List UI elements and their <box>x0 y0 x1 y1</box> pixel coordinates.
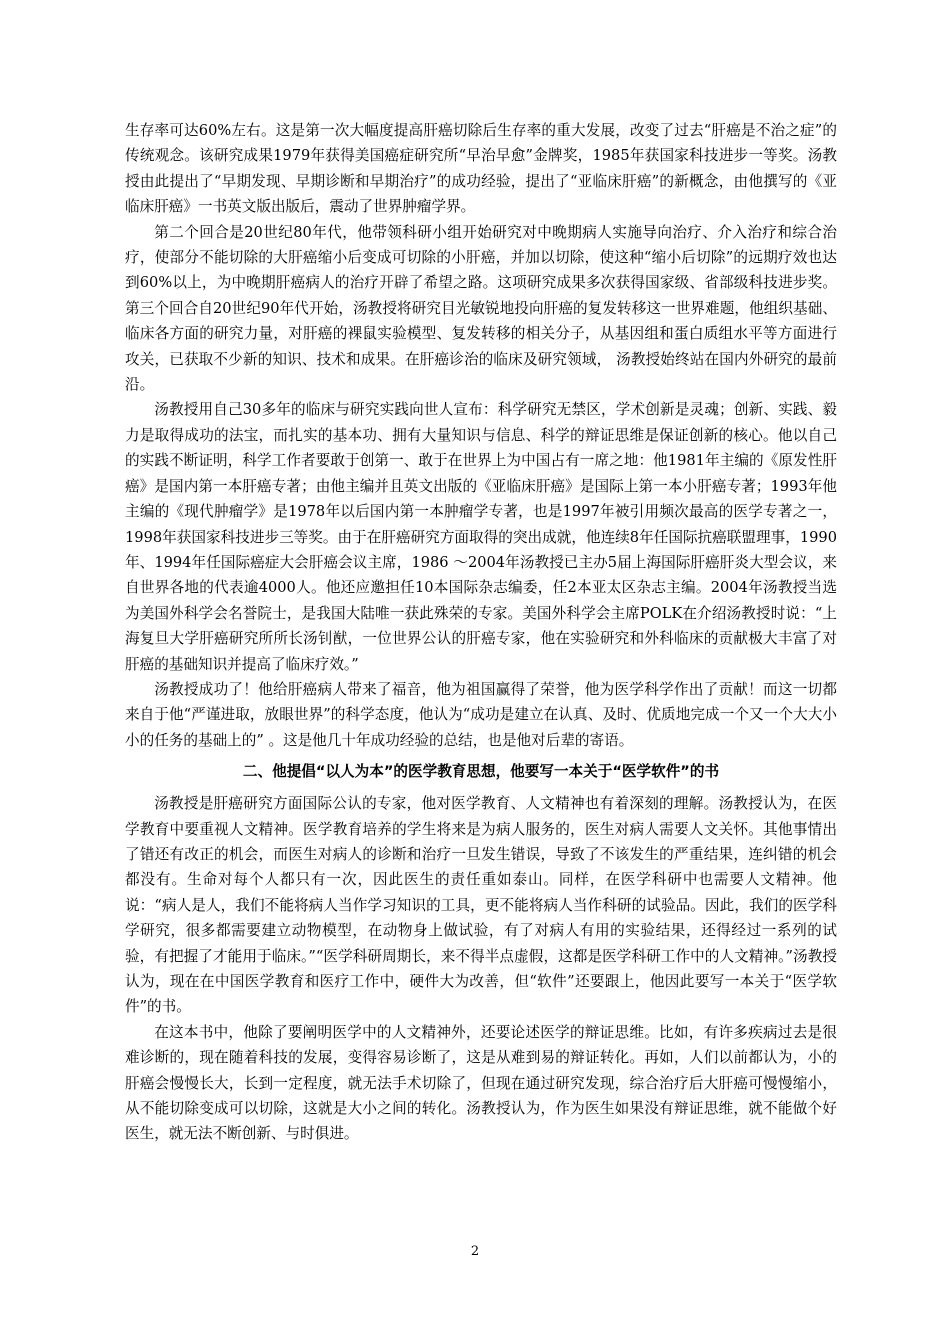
paragraph-innovation: 汤教授用自己30多年的临床与研究实践向世人宣布：科学研究无禁区，学术创新是灵魂；创新、实践、毅力是取得成功的法宝，而扎实的基本功、拥有大量知识与信息、科学的辩证思维是保证创新的核心。他以自己的实践不断证明，科学工作者要敢于创第一、敢于在世界上为中国占有一席之地：他1981年主编的《原发性肝癌》是国内第一本肝癌专著；由他主编并且英文出版的《亚临床肝癌》是国际上第一本小肝癌专著；1993年他主编的《现代肿瘤学》是1978年以后国内第一本肿瘤学专著，也是1997年被引用频次最高的医学专著之一，1998年获国家科技进步三等奖。由于在肝癌研究方面取得的突出成就，他连续8年任国际抗癌联盟理事，1990年、1994年任国际癌症大会肝癌会议主席，1986 ～2004年汤教授已主办5届上海国际肝癌肝炎大型会议，来自世界各地的代表逾4000人。他还应邀担任10本国际杂志编委，任2本亚太区杂志主编。2004年汤教授当选为美国外科学会名誉院士，是我国大陆唯一获此殊荣的专家。美国外科学会主席POLK在介绍汤教授时说：“上海复旦大学肝癌研究所所长汤钊猷，一位世界公认的肝癌专家，他在实验研究和外科临床的贡献极大丰富了对肝癌的基础知识并提高了临床疗效。” <box>125 401 837 673</box>
paragraph-survival-rate: 生存率可达60%左右。这是第一次大幅度提高肝癌切除后生存率的重大发展，改变了过去“肝癌是不治之症”的传统观念。该研究成果1979年获得美国癌症研究所“早治早愈”金牌奖，1985年获国家科技进步一等奖。汤教授由此提出了“早期发现、早期诊断和早期治疗”的成功经验，提出了“亚临床肝癌”的新概念，由他撰写的《亚临床肝癌》一书英文版出版后，震动了世界肿瘤学界。 <box>125 122 837 216</box>
section-heading: 二、他提倡“以人为本”的医学教育思想，他要写一本关于“医学软件”的书 <box>242 763 720 781</box>
document-body <box>125 118 837 1147</box>
paragraph-second-round: 第二个回合是20世纪80年代，他带领科研小组开始研究对中晚期病人实施导向治疗、介入治疗和综合治疗，使部分不能切除的大肝癌缩小后变成可切除的小肝癌，并加以切除，使这种“缩小后切除”的远期疗效也达到60%以上，为中晚期肝癌病人的治疗开辟了希望之路。这项研究成果多次获得国家级、省部级科技进步奖。第三个回合自20世纪90年代开始，汤教授将研究目光敏锐地投向肝癌的复发转移这一世界难题，他组织基础、临床各方面的研究力量，对肝癌的裸鼠实验模型、复发转移的相关分子，从基因组和蛋白质组水平等方面进行攻关，已获取不少新的知识、技术和成果。在肝癌诊治的临床及研究领域， 汤教授始终站在国内外研究的最前沿。 <box>125 223 837 394</box>
paragraph-humanism: 汤教授是肝癌研究方面国际公认的专家，他对医学教育、人文精神也有着深刻的理解。汤教授认为，在医学教育中要重视人文精神。医学教育培养的学生将来是为病人服务的，医生对病人需要人文关怀。其他事情出了错还有改正的机会，而医生对病人的诊断和治疗一旦发生错误，导致了不该发生的严重结果，连纠错的机会都没有。生命对每个人都只有一次，因此医生的责任重如泰山。同样，在医学科研中也需要人文精神。他说：“病人是人，我们不能将病人当作学习知识的工具，更不能将病人当作科研的试验品。因此，我们的医学科学研究，很多都需要建立动物模型，在动物身上做试验，有了对病人有用的实验结果，还得经过一系列的试验，有把握了才能用于临床。”“医学科研周期长，来不得半点虚假，这都是医学科研工作中的人文精神。”汤教授认为，现在在中国医学教育和医疗工作中，硬件大为改善，但“软件”还要跟上，他因此要写一本关于“医学软件”的书。 <box>125 795 837 1016</box>
page-number: 2 <box>470 1244 480 1259</box>
paragraph-success: 汤教授成功了！他给肝癌病人带来了福音，他为祖国赢得了荣誉，他为医学科学作出了贡献！而这一切都来自于他“严谨进取，放眼世界”的科学态度，他认为“成功是建立在认真、及时、优质地完成一个又一个大大小小的任务的基础上的” 。这是他几十年成功经验的总结，也是他对后辈的寄语。 <box>125 680 837 749</box>
paragraph-dialectics: 在这本书中，他除了要阐明医学中的人文精神外，还要论述医学的辩证思维。比如，有许多疾病过去是很难诊断的，现在随着科技的发展，变得容易诊断了，这是从难到易的辩证转化。再如，人们以前都认为，小的肝癌会慢慢长大，长到一定程度，就无法手术切除了，但现在通过研究发现，综合治疗后大肝癌可慢慢缩小，从不能切除变成可以切除，这就是大小之间的转化。汤教授认为，作为医生如果没有辩证思维，就不能做个好医生，就无法不断创新、与时俱进。 <box>125 1023 837 1143</box>
